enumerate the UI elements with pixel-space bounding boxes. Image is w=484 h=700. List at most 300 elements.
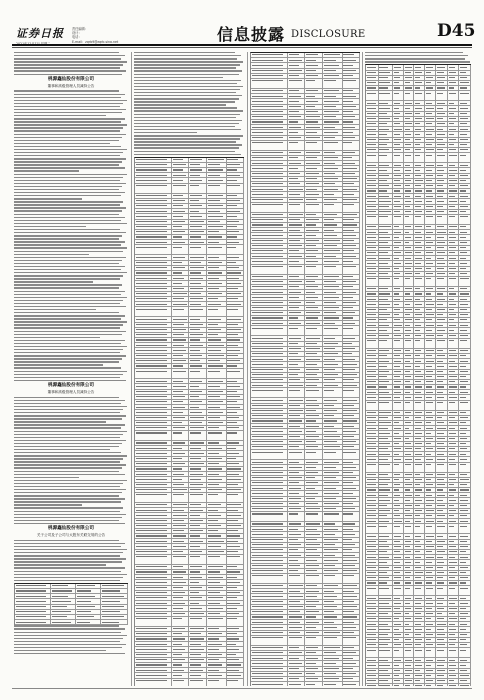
- table-cell: [323, 584, 343, 588]
- table-cell: [227, 199, 244, 203]
- table-cell: [343, 605, 360, 609]
- table-cell: [425, 658, 437, 662]
- table-cell: [305, 651, 322, 655]
- text-line: [14, 431, 127, 432]
- table-cell: [323, 110, 343, 114]
- table-cell: [436, 287, 448, 291]
- table-cell: [288, 203, 305, 212]
- table-cell: [343, 285, 360, 289]
- table-row: [135, 307, 244, 317]
- table-cell: [366, 241, 379, 245]
- table-cell: [323, 63, 343, 67]
- table-cell: [207, 302, 227, 306]
- table-cell: [343, 661, 360, 665]
- table-cell: [288, 610, 305, 614]
- data-table: [14, 583, 128, 626]
- table-cell: [323, 543, 343, 547]
- table-cell: [393, 370, 404, 374]
- table-cell: [305, 589, 322, 593]
- table-cell: [404, 395, 415, 399]
- table-cell: [459, 65, 471, 69]
- table-cell: [379, 313, 394, 317]
- table-cell: [305, 177, 322, 181]
- text-line: [14, 647, 122, 648]
- table-cell: [448, 586, 460, 595]
- table-cell: [172, 261, 189, 265]
- table-cell: [425, 86, 437, 90]
- text-line: [14, 241, 125, 242]
- table-cell: [323, 667, 343, 671]
- table-cell: [323, 620, 343, 624]
- table-cell: [207, 261, 227, 265]
- table-cell: [251, 110, 288, 114]
- text-line: [14, 632, 121, 633]
- table-cell: [207, 596, 227, 600]
- table-cell: [288, 166, 305, 170]
- table-cell: [448, 483, 460, 487]
- text-line: [134, 126, 235, 127]
- table-cell: [425, 143, 437, 147]
- table-cell: [393, 437, 404, 441]
- table-cell: [288, 512, 305, 521]
- table-cell: [251, 569, 288, 573]
- text-line: [14, 287, 119, 288]
- table-cell: [366, 76, 379, 80]
- table-cell: [227, 338, 244, 342]
- table-cell: [436, 112, 448, 116]
- table-cell: [448, 272, 460, 276]
- table-cell: [207, 668, 227, 672]
- table-cell: [366, 127, 379, 131]
- table-cell: [288, 600, 305, 604]
- text-line: [14, 58, 121, 59]
- text-line: [14, 574, 127, 575]
- table-cell: [343, 502, 360, 506]
- table-cell: [425, 168, 437, 172]
- table-cell: [459, 241, 471, 245]
- table-cell: [343, 265, 360, 274]
- table-cell: [404, 189, 415, 193]
- table-cell: [436, 65, 448, 69]
- table-cell: [135, 158, 172, 162]
- table-cell: [189, 493, 206, 502]
- table-cell: [414, 370, 425, 374]
- table-cell: [414, 395, 425, 399]
- table-cell: [425, 519, 437, 523]
- table-cell: [305, 136, 322, 140]
- table-cell: [343, 600, 360, 604]
- table-cell: [366, 473, 379, 477]
- table-cell: [288, 316, 305, 320]
- table-cell: [366, 596, 379, 600]
- table-cell: [393, 272, 404, 276]
- table-cell: [393, 106, 404, 110]
- table-cell: [436, 122, 448, 126]
- table-cell: [323, 336, 343, 340]
- table-cell: [343, 275, 360, 279]
- table-cell: [227, 472, 244, 476]
- text-line: [14, 361, 119, 362]
- table-cell: [393, 318, 404, 322]
- table-cell: [393, 138, 404, 142]
- table-cell: [189, 384, 206, 388]
- table-cell: [459, 71, 471, 75]
- table-cell: [436, 297, 448, 301]
- table-cell: [414, 354, 425, 358]
- table-cell: [172, 266, 189, 270]
- table-cell: [425, 426, 437, 430]
- text-line: [14, 486, 120, 487]
- table-cell: [366, 261, 379, 265]
- table-cell: [379, 566, 394, 570]
- table-cell: [448, 364, 460, 368]
- table-cell: [323, 321, 343, 325]
- table-cell: [448, 571, 460, 575]
- text-line: [14, 443, 122, 444]
- table-cell: [343, 213, 360, 217]
- table-cell: [189, 679, 206, 686]
- table-cell: [448, 148, 460, 152]
- table-cell: [343, 651, 360, 655]
- table-cell: [135, 477, 172, 481]
- table-cell: [172, 467, 189, 471]
- table-cell: [404, 318, 415, 322]
- text-line: [14, 340, 125, 341]
- table-cell: [172, 632, 189, 636]
- table-cell: [172, 292, 189, 296]
- table-cell: [448, 86, 460, 90]
- table-cell: [404, 205, 415, 209]
- table-cell: [172, 323, 189, 327]
- table-cell: [207, 276, 227, 280]
- table-cell: [288, 336, 305, 340]
- table-cell: [343, 79, 360, 88]
- table-cell: [459, 302, 471, 306]
- table-cell: [323, 404, 343, 408]
- table-cell: [305, 249, 322, 253]
- table-cell: [404, 101, 415, 105]
- table-cell: [189, 230, 206, 234]
- table-cell: [404, 106, 415, 110]
- table-cell: [343, 342, 360, 346]
- table-cell: [207, 617, 227, 626]
- table-cell: [135, 647, 172, 651]
- table-cell: [425, 117, 437, 121]
- table-cell: [288, 471, 305, 475]
- text-line: [14, 254, 89, 255]
- table-cell: [393, 411, 404, 415]
- table-cell: [379, 246, 394, 250]
- table-cell: [305, 362, 322, 366]
- table-cell: [172, 673, 189, 677]
- table-cell: [305, 532, 322, 536]
- text-line: [14, 61, 127, 62]
- text-line: [14, 427, 121, 428]
- table-cell: [288, 156, 305, 160]
- table-cell: [436, 633, 448, 637]
- table-cell: [404, 638, 415, 642]
- table-cell: [393, 612, 404, 616]
- table-cell: [379, 117, 394, 121]
- table-cell: [414, 323, 425, 327]
- text-line: [14, 67, 120, 68]
- table-cell: [227, 539, 244, 543]
- table-cell: [323, 656, 343, 660]
- announcement-subtitle: 关于公司及子公司与大股东关联交易的公告: [36, 533, 106, 538]
- table-cell: [379, 534, 394, 538]
- table-cell: [436, 334, 448, 338]
- table-cell: [379, 390, 394, 394]
- table-cell: [323, 79, 343, 88]
- table-cell: [448, 277, 460, 286]
- table-cell: [189, 338, 206, 342]
- table-cell: [227, 364, 244, 368]
- table-cell: [323, 239, 343, 243]
- table-cell: [459, 431, 471, 435]
- table-cell: [343, 465, 360, 469]
- table-cell: [414, 251, 425, 255]
- table-cell: [436, 127, 448, 131]
- table-cell: [251, 94, 288, 98]
- table-cell: [135, 679, 172, 686]
- table-cell: [343, 125, 360, 129]
- table-cell: [172, 220, 189, 224]
- text-line: [14, 315, 125, 316]
- table-cell: [251, 115, 288, 119]
- table-cell: [288, 450, 305, 459]
- table-cell: [459, 251, 471, 255]
- table-cell: [135, 178, 172, 182]
- table-cell: [459, 560, 471, 564]
- table-cell: [436, 261, 448, 265]
- table-cell: [448, 545, 460, 549]
- table-cell: [459, 313, 471, 317]
- table-cell: [366, 328, 379, 332]
- table-cell: [323, 368, 343, 372]
- table-cell: [393, 71, 404, 75]
- table-cell: [251, 600, 288, 604]
- text-line: [14, 377, 120, 378]
- table-cell: [305, 306, 322, 310]
- table-cell: [227, 369, 244, 378]
- table-cell: [323, 491, 343, 495]
- table-cell: [305, 321, 322, 325]
- table-cell: [459, 339, 471, 348]
- table-cell: [436, 463, 448, 472]
- table-cell: [404, 633, 415, 637]
- table-cell: [172, 354, 189, 358]
- text-line: [14, 446, 119, 447]
- table-cell: [379, 318, 394, 322]
- table-cell: [172, 384, 189, 388]
- table-cell: [227, 513, 244, 517]
- table-cell: [305, 471, 322, 475]
- table-cell: [189, 575, 206, 579]
- table-cell: [251, 69, 288, 73]
- table-cell: [459, 658, 471, 662]
- text-line: [14, 580, 120, 581]
- table-cell: [288, 290, 305, 294]
- article-text: [14, 625, 128, 654]
- table-row: [366, 153, 471, 163]
- table-cell: [305, 677, 322, 681]
- table-cell: [448, 401, 460, 410]
- table-cell: [227, 214, 244, 218]
- text-line: [14, 149, 127, 150]
- text-line: [134, 114, 240, 115]
- table-cell: [305, 275, 322, 279]
- table-cell: [207, 245, 227, 254]
- table-cell: [305, 656, 322, 660]
- table-cell: [305, 187, 322, 191]
- table-cell: [288, 569, 305, 573]
- table-cell: [323, 486, 343, 490]
- table-cell: [393, 308, 404, 312]
- table-cell: [425, 308, 437, 312]
- table-cell: [135, 235, 172, 239]
- table-cell: [425, 81, 437, 85]
- table-cell: [436, 426, 448, 430]
- table-cell: [251, 398, 288, 402]
- table-cell: [227, 462, 244, 466]
- table-cell: [305, 161, 322, 165]
- table-cell: [323, 378, 343, 382]
- table-cell: [448, 633, 460, 637]
- table-cell: [207, 513, 227, 517]
- table-cell: [448, 617, 460, 621]
- table-row: [251, 636, 360, 646]
- table-cell: [251, 605, 288, 609]
- table-cell: [343, 58, 360, 62]
- table-cell: [207, 612, 227, 616]
- table-cell: [305, 440, 322, 444]
- table-cell: [404, 457, 415, 461]
- table-cell: [251, 682, 288, 686]
- table-cell: [323, 429, 343, 433]
- table-cell: [305, 182, 322, 186]
- table-cell: [393, 132, 404, 136]
- table-cell: [135, 297, 172, 301]
- table-cell: [459, 375, 471, 379]
- table-cell: [414, 648, 425, 657]
- table-cell: [189, 348, 206, 352]
- table-cell: [414, 339, 425, 348]
- table-cell: [366, 318, 379, 322]
- table-cell: [379, 612, 394, 616]
- text-line: [14, 564, 106, 565]
- table-cell: [414, 596, 425, 600]
- table-cell: [227, 668, 244, 672]
- table-cell: [459, 473, 471, 477]
- table-cell: [404, 364, 415, 368]
- table-cell: [414, 385, 425, 389]
- table-cell: [343, 223, 360, 227]
- table-cell: [404, 550, 415, 554]
- table-cell: [414, 230, 425, 234]
- table-cell: [459, 463, 471, 472]
- table-cell: [305, 352, 322, 356]
- table-cell: [414, 524, 425, 533]
- table-cell: [448, 473, 460, 477]
- table-cell: [459, 354, 471, 358]
- text-line: [14, 263, 119, 264]
- table-cell: [207, 519, 227, 523]
- table-cell: [393, 473, 404, 477]
- text-line: [14, 483, 123, 484]
- table-cell: [366, 86, 379, 90]
- table-cell: [393, 194, 404, 198]
- table-cell: [189, 390, 206, 394]
- table-cell: [448, 292, 460, 296]
- table-cell: [414, 493, 425, 497]
- table-cell: [323, 233, 343, 237]
- table-cell: [459, 638, 471, 642]
- table-cell: [414, 401, 425, 410]
- table-cell: [448, 302, 460, 306]
- table-cell: [414, 519, 425, 523]
- table-cell: [404, 560, 415, 564]
- table-cell: [189, 612, 206, 616]
- table-cell: [135, 467, 172, 471]
- table-cell: [425, 318, 437, 322]
- table-cell: [207, 266, 227, 270]
- table-cell: [189, 235, 206, 239]
- table-cell: [414, 71, 425, 75]
- table-cell: [425, 478, 437, 482]
- table-cell: [172, 276, 189, 280]
- text-line: [14, 192, 125, 193]
- table-cell: [227, 601, 244, 605]
- table-cell: [343, 667, 360, 671]
- table-cell: [436, 509, 448, 513]
- text-line: [14, 412, 120, 413]
- table-cell: [425, 674, 437, 678]
- announcement-subtitle: 董事和高级管理人员减持公告: [47, 83, 95, 88]
- table-cell: [251, 584, 288, 588]
- table-cell: [172, 230, 189, 234]
- table-cell: [288, 476, 305, 480]
- table-cell: [227, 431, 244, 440]
- table-cell: [207, 271, 227, 275]
- table-cell: [379, 375, 394, 379]
- table-cell: [425, 447, 437, 451]
- table-cell: [323, 130, 343, 134]
- table-cell: [251, 218, 288, 222]
- table-cell: [227, 488, 244, 492]
- table-cell: [323, 481, 343, 485]
- table-cell: [448, 437, 460, 441]
- table-cell: [393, 168, 404, 172]
- table-cell: [189, 194, 206, 198]
- table-cell: [366, 138, 379, 142]
- table-cell: [366, 101, 379, 105]
- text-line: [14, 146, 121, 147]
- table-cell: [459, 669, 471, 673]
- table-cell: [448, 163, 460, 167]
- table-cell: [414, 421, 425, 425]
- table-cell: [305, 435, 322, 439]
- table-cell: [251, 491, 288, 495]
- text-line: [14, 501, 121, 502]
- table-cell: [251, 553, 288, 557]
- table-cell: [288, 558, 305, 562]
- table-cell: [227, 663, 244, 667]
- table-cell: [76, 620, 101, 624]
- table-cell: [393, 313, 404, 317]
- table-cell: [366, 256, 379, 260]
- table-cell: [207, 426, 227, 430]
- table-cell: [227, 467, 244, 471]
